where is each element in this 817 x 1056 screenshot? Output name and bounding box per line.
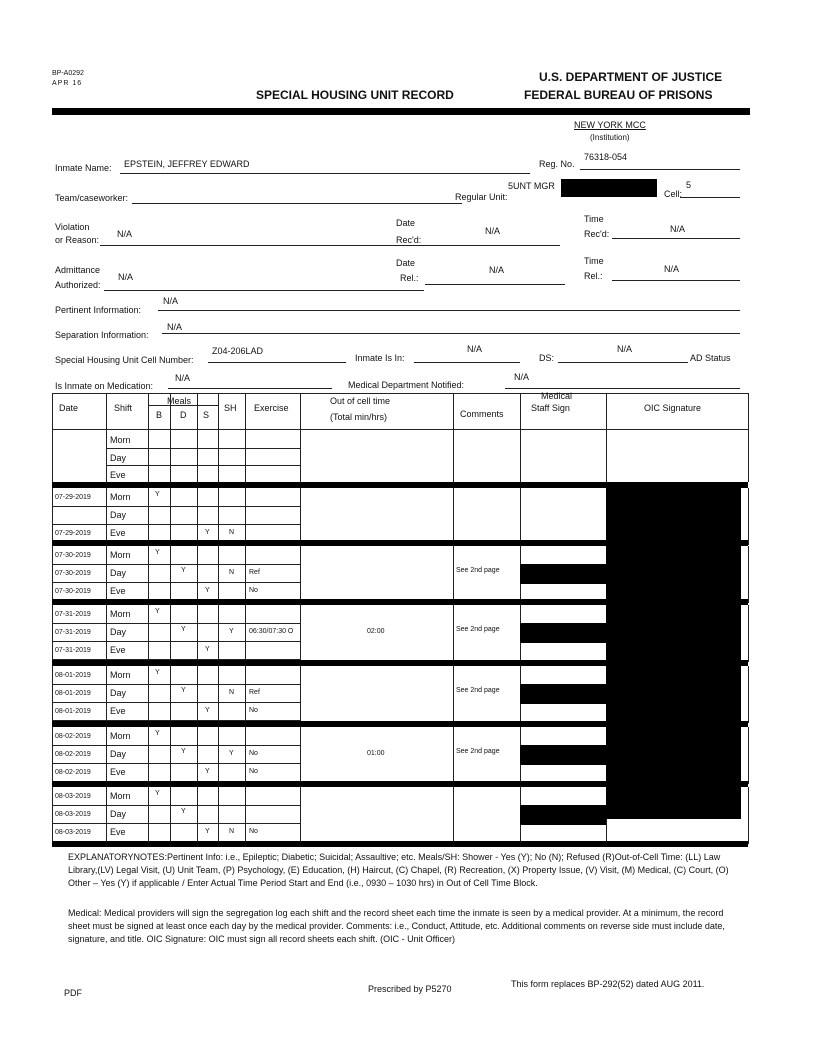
institution-label: (Institution) xyxy=(590,133,630,142)
header-b: B xyxy=(156,410,163,420)
cell-value: 5 xyxy=(686,180,692,190)
row-b: Y xyxy=(155,491,160,498)
row-comments: See 2nd page xyxy=(456,567,500,574)
form-date: APR 16 xyxy=(52,80,83,87)
row-comments: See 2nd page xyxy=(456,626,500,633)
row-date: 08-02-2019 xyxy=(55,769,91,776)
medical-notes: Medical: Medical providers will sign the segregation log each shift and the record sheet each time the inmate is seen by a medical provider. At a minimum, the record sheet must be signed at least once each day by the medical provider. Comments: i.e., Conduct, Attitude, etc. Additional comments on reverse side must include date, signature, and title. OIC Signature: OIC must sign all record sheets each shift. (OIC - Unit Officer) xyxy=(68,908,725,944)
separation-value: N/A xyxy=(167,322,183,332)
shu-cell-value: Z04-206LAD xyxy=(212,346,264,356)
row-d: Y xyxy=(181,687,186,694)
row-date: 08-01-2019 xyxy=(55,708,91,715)
date-rel-label: Date xyxy=(396,258,416,268)
row-b: Y xyxy=(155,790,160,797)
explanatory-notes: EXPLANATORYNOTES:Pertinent Info: i.e., Epileptic; Diabetic; Suicidal; Assaultive; etc. Meals/SH: Shower - Yes (Y); No (N); Refused (R)Out-of-Cell Time: (LL) Law Library,(LV) Legal Visit, (U) Unit Team, (P) Psychology, (E) Education, (H) Haircut, (C) Chapel, (R) Recreation, (X) Property Issue, (V) Visit, (M) Medical, (C) Court, (O) Other – Yes (Y) if applicable / Enter Actual Time Period Start and End (i.e., 0930 – 1030 hrs) in Out of Cell Time Block. xyxy=(68,852,729,888)
header-total: (Total min/hrs) xyxy=(330,412,388,422)
pertinent-value: N/A xyxy=(163,296,179,306)
row-date: 08-02-2019 xyxy=(55,751,91,758)
row-shift: Day xyxy=(110,809,127,819)
row-s: Y xyxy=(205,768,210,775)
header-staff-sign: Staff Sign xyxy=(531,403,570,413)
agency-line2: FEDERAL BUREAU OF PRISONS xyxy=(524,88,713,102)
header-comments: Comments xyxy=(460,409,504,419)
row-shift: Eve xyxy=(110,528,126,538)
row-shift: Morn xyxy=(110,492,131,502)
row-date: 08-01-2019 xyxy=(55,672,91,679)
row-date: 07-30-2019 xyxy=(55,588,91,595)
blank-shift-1: Day xyxy=(110,453,127,463)
row-comments: See 2nd page xyxy=(456,687,500,694)
row-date: 07-30-2019 xyxy=(55,570,91,577)
header-oic: OIC Signature xyxy=(644,403,702,413)
admittance-label-1: Admittance xyxy=(55,265,101,275)
time-rel-value: N/A xyxy=(664,264,680,274)
violation-label-2: or Reason: xyxy=(55,235,100,245)
row-sh: N xyxy=(229,689,235,696)
redaction-block xyxy=(520,805,606,825)
row-exercise: No xyxy=(249,707,258,714)
row-shift: Morn xyxy=(110,791,131,801)
medical-notified-value: N/A xyxy=(514,372,530,382)
rel-label: Rel.: xyxy=(400,273,419,283)
row-d: Y xyxy=(181,748,186,755)
row-shift: Eve xyxy=(110,586,126,596)
row-d: Y xyxy=(181,567,186,574)
table-bottom-bar xyxy=(52,841,748,847)
row-s: Y xyxy=(205,529,210,536)
row-s: Y xyxy=(205,707,210,714)
row-sh: Y xyxy=(229,750,234,757)
regular-unit-label: Regular Unit: xyxy=(455,192,508,202)
row-date: 07-29-2019 xyxy=(55,494,91,501)
header-shift: Shift xyxy=(114,403,133,413)
redaction-block xyxy=(606,727,741,787)
team-label: Team/caseworker: xyxy=(55,193,129,203)
inmate-name-value: EPSTEIN, JEFFREY EDWARD xyxy=(124,159,250,169)
redaction-block xyxy=(520,745,606,765)
row-exercise: No xyxy=(249,828,258,835)
row-date: 07-29-2019 xyxy=(55,530,91,537)
row-shift: Eve xyxy=(110,706,126,716)
row-b: Y xyxy=(155,608,160,615)
row-exercise: No xyxy=(249,587,258,594)
time-recd-sub: Rec'd: xyxy=(584,229,610,239)
medication-value: N/A xyxy=(175,373,191,383)
time-rel-label: Time xyxy=(584,256,604,266)
admittance-value: N/A xyxy=(118,272,134,282)
reg-no-value: 76318-054 xyxy=(584,152,628,162)
row-shift: Eve xyxy=(110,827,126,837)
row-date: 08-03-2019 xyxy=(55,811,91,818)
row-d: Y xyxy=(181,808,186,815)
row-shift: Day xyxy=(110,568,127,578)
row-out: 02:00 xyxy=(367,628,385,635)
row-date: 07-30-2019 xyxy=(55,552,91,559)
row-b: Y xyxy=(155,669,160,676)
redaction-block xyxy=(606,787,741,819)
inmate-is-in-value: N/A xyxy=(467,344,483,354)
shu-cell-label: Special Housing Unit Cell Number: xyxy=(55,355,194,365)
row-d: Y xyxy=(181,626,186,633)
row-shift: Morn xyxy=(110,550,131,560)
recd-date-value: N/A xyxy=(485,226,501,236)
agency-line1: U.S. DEPARTMENT OF JUSTICE xyxy=(539,70,723,84)
pertinent-label: Pertinent Information: xyxy=(55,305,142,315)
separation-label: Separation Information: xyxy=(55,330,149,340)
row-date: 08-03-2019 xyxy=(55,829,91,836)
redaction-block xyxy=(606,482,741,546)
ds-label: DS: xyxy=(539,353,555,363)
row-exercise: No xyxy=(249,768,258,775)
row-date: 07-31-2019 xyxy=(55,647,91,654)
header-out-of-cell: Out of cell time xyxy=(330,396,391,406)
redaction-block xyxy=(606,666,741,727)
header-meals: Meals xyxy=(167,396,192,406)
row-s: Y xyxy=(205,587,210,594)
row-shift: Day xyxy=(110,510,127,520)
ad-status-label: AD Status xyxy=(690,353,731,363)
row-date: 08-02-2019 xyxy=(55,733,91,740)
row-date: 08-03-2019 xyxy=(55,793,91,800)
footer-center: Prescribed by P5270 xyxy=(368,984,452,994)
rel-date-value: N/A xyxy=(489,265,505,275)
cell-label: Cell: xyxy=(664,189,683,199)
regular-unit-value: 5UNT MGR xyxy=(508,181,555,191)
row-s: Y xyxy=(205,828,210,835)
footer-right: This form replaces BP-292(52) dated AUG 2011. xyxy=(511,979,705,989)
date-recd-label: Date xyxy=(396,218,416,228)
blank-shift-0: Morn xyxy=(110,435,131,445)
header-exercise: Exercise xyxy=(254,403,289,413)
header-s: S xyxy=(203,410,210,420)
medical-notified-label: Medical Department Notified: xyxy=(348,380,465,390)
form-title: SPECIAL HOUSING UNIT RECORD xyxy=(256,88,454,102)
row-shift: Day xyxy=(110,688,127,698)
row-s: Y xyxy=(205,646,210,653)
row-sh: Y xyxy=(229,628,234,635)
row-b: Y xyxy=(155,730,160,737)
row-exercise: 06:30/07:30 O xyxy=(249,628,294,635)
blank-shift-2: Eve xyxy=(110,470,126,480)
row-sh: N xyxy=(229,569,235,576)
header-medical: Medical xyxy=(541,391,573,401)
admittance-label-2: Authorized: xyxy=(55,280,101,290)
row-shift: Eve xyxy=(110,767,126,777)
violation-value: N/A xyxy=(117,229,133,239)
header-date: Date xyxy=(59,403,79,413)
row-date: 08-01-2019 xyxy=(55,690,91,697)
row-exercise: Ref xyxy=(249,569,260,576)
violation-label-1: Violation xyxy=(55,222,90,232)
inmate-name-label: Inmate Name: xyxy=(55,163,112,173)
row-shift: Morn xyxy=(110,731,131,741)
row-shift: Morn xyxy=(110,670,131,680)
row-shift: Day xyxy=(110,627,127,637)
institution-value: NEW YORK MCC xyxy=(574,120,646,130)
row-sh: N xyxy=(229,529,235,536)
row-out: 01:00 xyxy=(367,750,385,757)
redaction-block xyxy=(520,623,606,643)
form-code: BP-A0292 xyxy=(52,70,84,77)
row-shift: Day xyxy=(110,749,127,759)
medication-label: Is Inmate on Medication: xyxy=(55,381,154,391)
redaction-block xyxy=(520,684,606,704)
time-rel-sub: Rel.: xyxy=(584,271,603,281)
row-comments: See 2nd page xyxy=(456,748,500,755)
reg-no-label: Reg. No. xyxy=(539,159,575,169)
row-exercise: Ref xyxy=(249,689,260,696)
redaction-block xyxy=(606,605,741,666)
row-b: Y xyxy=(155,549,160,556)
time-recd-label: Time xyxy=(584,214,604,224)
redaction-block xyxy=(606,546,741,605)
recd-label: Rec'd: xyxy=(396,235,422,245)
inmate-is-in-label: Inmate Is In: xyxy=(355,353,405,363)
time-recd-value: N/A xyxy=(670,224,686,234)
ds-value: N/A xyxy=(617,344,633,354)
row-sh: N xyxy=(229,828,235,835)
header-d: D xyxy=(180,410,187,420)
row-date: 07-31-2019 xyxy=(55,611,91,618)
row-shift: Eve xyxy=(110,645,126,655)
footer-left: PDF xyxy=(64,988,82,998)
header-sh: SH xyxy=(224,403,237,413)
row-exercise: No xyxy=(249,750,258,757)
row-date: 07-31-2019 xyxy=(55,629,91,636)
row-shift: Morn xyxy=(110,609,131,619)
redaction-block xyxy=(520,564,606,584)
